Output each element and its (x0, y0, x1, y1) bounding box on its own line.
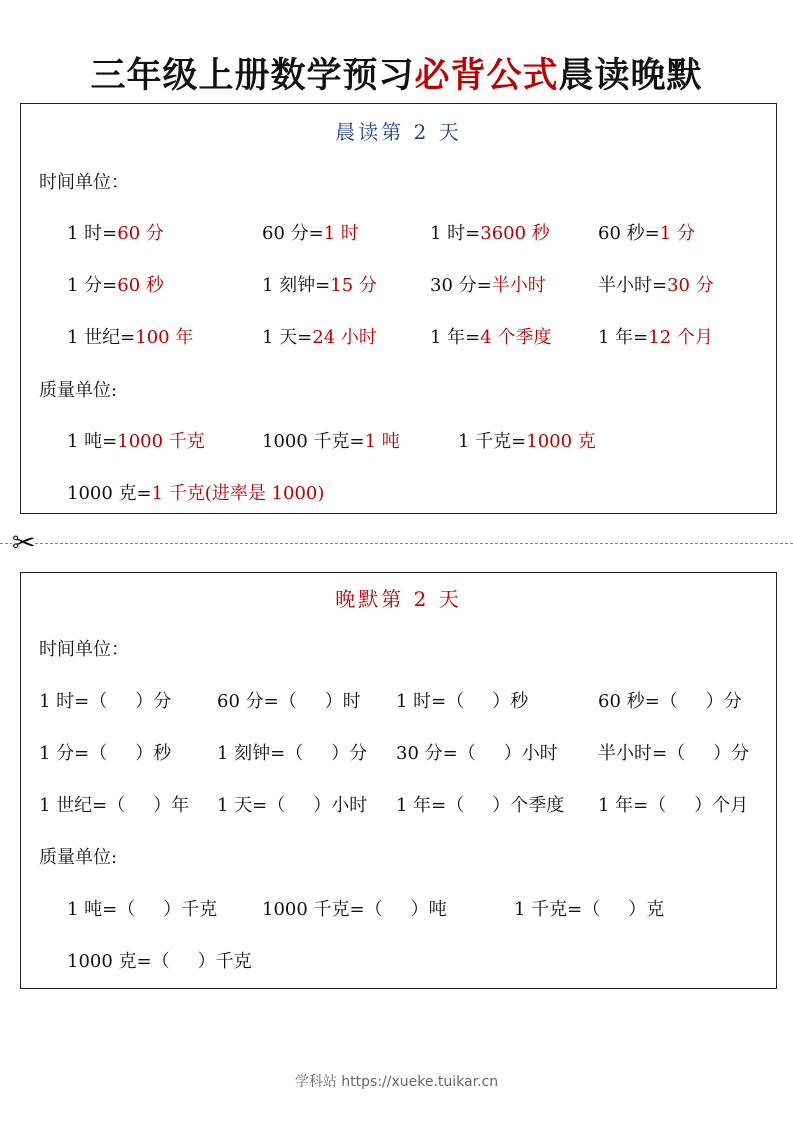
formula-answer: 半小时 (491, 275, 546, 296)
formula-question: 1000 千克=（ (262, 899, 383, 920)
formula-item (598, 271, 714, 297)
formula-question: 60 分= (262, 223, 324, 244)
formula-item (262, 895, 447, 921)
formula-question: 半小时= (598, 275, 668, 296)
formula-answer: 15 分 (330, 275, 377, 296)
formula-answer: 4 个季度 (480, 327, 552, 348)
formula-answer: 3600 秒 (480, 223, 550, 244)
formula-unit: ）吨 (410, 899, 447, 920)
formula-question: 60 秒= (598, 223, 660, 244)
formula-answer: 1000 克 (526, 431, 596, 452)
formula-item (396, 791, 564, 817)
formula-question: 1000 克=（ (67, 951, 170, 972)
formula-item (262, 271, 377, 297)
formula-answer: 24 小时 (312, 327, 377, 348)
formula-unit: ）个季度 (492, 795, 565, 816)
footer-source: 学科站 https://xueke.tuikar.cn (294, 1074, 499, 1090)
formula-question: 1 千克= (458, 431, 527, 452)
formula-question: 1 天= (262, 327, 313, 348)
formula-item (430, 271, 546, 297)
formula-answer: 1 分 (659, 223, 695, 244)
formula-question: 1 吨=（ (67, 899, 136, 920)
formula-question: 1 吨= (67, 431, 118, 452)
formula-question: 1 分= (67, 275, 118, 296)
formula-item (514, 895, 664, 921)
formula-item (67, 947, 252, 973)
formula-unit: ）分 (705, 691, 742, 712)
formula-unit: ）小时 (313, 795, 368, 816)
formula-item (598, 687, 742, 713)
formula-unit: ）千克 (197, 951, 252, 972)
formula-question: 1 分=（ (39, 743, 108, 764)
time-units-label: 时间单位： (39, 172, 129, 193)
formula-question: 30 分=（ (396, 743, 476, 764)
mass-units-label: 质量单位: (39, 380, 118, 401)
morning-heading: 晨读第 2 天 (335, 120, 462, 144)
formula-unit: ）个月 (694, 795, 749, 816)
formula-answer: 60 分 (117, 223, 164, 244)
formula-question: 1 世纪= (67, 327, 136, 348)
formula-item (396, 687, 528, 713)
formula-question: 1 年= (598, 327, 649, 348)
formula-item (262, 427, 400, 453)
formula-question: 1 年=（ (598, 795, 667, 816)
formula-item (262, 219, 359, 245)
formula-item (67, 427, 205, 453)
formula-answer: 1 吨 (364, 431, 400, 452)
formula-unit: ）分 (713, 743, 750, 764)
formula-unit: ）年 (153, 795, 190, 816)
formula-question: 半小时=（ (598, 743, 686, 764)
formula-item (217, 687, 361, 713)
formula-question: 1 刻钟=（ (217, 743, 304, 764)
formula-item (396, 739, 558, 765)
formula-question: 1 时= (430, 223, 481, 244)
formula-item (598, 323, 713, 349)
formula-unit: ）克 (628, 899, 665, 920)
formula-question: 1 世纪=（ (39, 795, 126, 816)
formula-item (67, 895, 217, 921)
formula-item (217, 739, 367, 765)
formula-question: 1000 千克= (262, 431, 365, 452)
title-part-3: 晨读晚默 (558, 56, 703, 96)
formula-item (67, 479, 324, 505)
formula-unit: ）秒 (135, 743, 172, 764)
time-units-label: 时间单位： (39, 639, 129, 660)
scissors-icon: ✂ (12, 526, 36, 559)
formula-question: 1 刻钟= (262, 275, 331, 296)
evening-dictation-box (20, 572, 777, 989)
cut-line (0, 543, 793, 544)
formula-item (598, 219, 695, 245)
formula-question: 1 天=（ (217, 795, 286, 816)
title-part-1: 三年级上册数学预习 (90, 56, 415, 96)
formula-question: 60 分=（ (217, 691, 297, 712)
mass-units-label: 质量单位: (39, 847, 118, 868)
formula-item (39, 687, 171, 713)
formula-item (458, 427, 596, 453)
formula-unit: ）小时 (503, 743, 558, 764)
formula-item (39, 791, 189, 817)
formula-answer: 12 个月 (648, 327, 713, 348)
formula-item (67, 323, 193, 349)
formula-item (262, 323, 377, 349)
title-highlight: 必背公式 (414, 56, 559, 96)
formula-unit: ）分 (135, 691, 172, 712)
formula-unit: ）时 (324, 691, 361, 712)
formula-answer: 60 秒 (117, 275, 164, 296)
formula-answer: 1 时 (323, 223, 359, 244)
formula-unit: ）千克 (163, 899, 218, 920)
formula-item (39, 739, 171, 765)
formula-item (430, 219, 550, 245)
formula-question: 1 时=（ (396, 691, 465, 712)
formula-item (598, 791, 748, 817)
formula-question: 1 年=（ (396, 795, 465, 816)
evening-heading: 晚默第 2 天 (335, 587, 462, 611)
page-title (0, 48, 793, 98)
formula-question: 1 千克=（ (514, 899, 601, 920)
formula-item (598, 739, 749, 765)
formula-unit: ）秒 (492, 691, 529, 712)
morning-reading-box (20, 103, 777, 514)
formula-question: 60 秒=（ (598, 691, 678, 712)
formula-answer: 100 年 (135, 327, 194, 348)
formula-answer: 1 千克(进率是 1000) (151, 483, 325, 504)
formula-question: 1 时= (67, 223, 118, 244)
formula-item (217, 791, 367, 817)
formula-unit: ）分 (331, 743, 368, 764)
formula-question: 1000 克= (67, 483, 152, 504)
formula-question: 30 分= (430, 275, 492, 296)
formula-answer: 1000 千克 (117, 431, 205, 452)
formula-item (67, 271, 164, 297)
formula-question: 1 年= (430, 327, 481, 348)
formula-question: 1 时=（ (39, 691, 108, 712)
formula-item (67, 219, 164, 245)
formula-answer: 30 分 (667, 275, 714, 296)
formula-item (430, 323, 551, 349)
